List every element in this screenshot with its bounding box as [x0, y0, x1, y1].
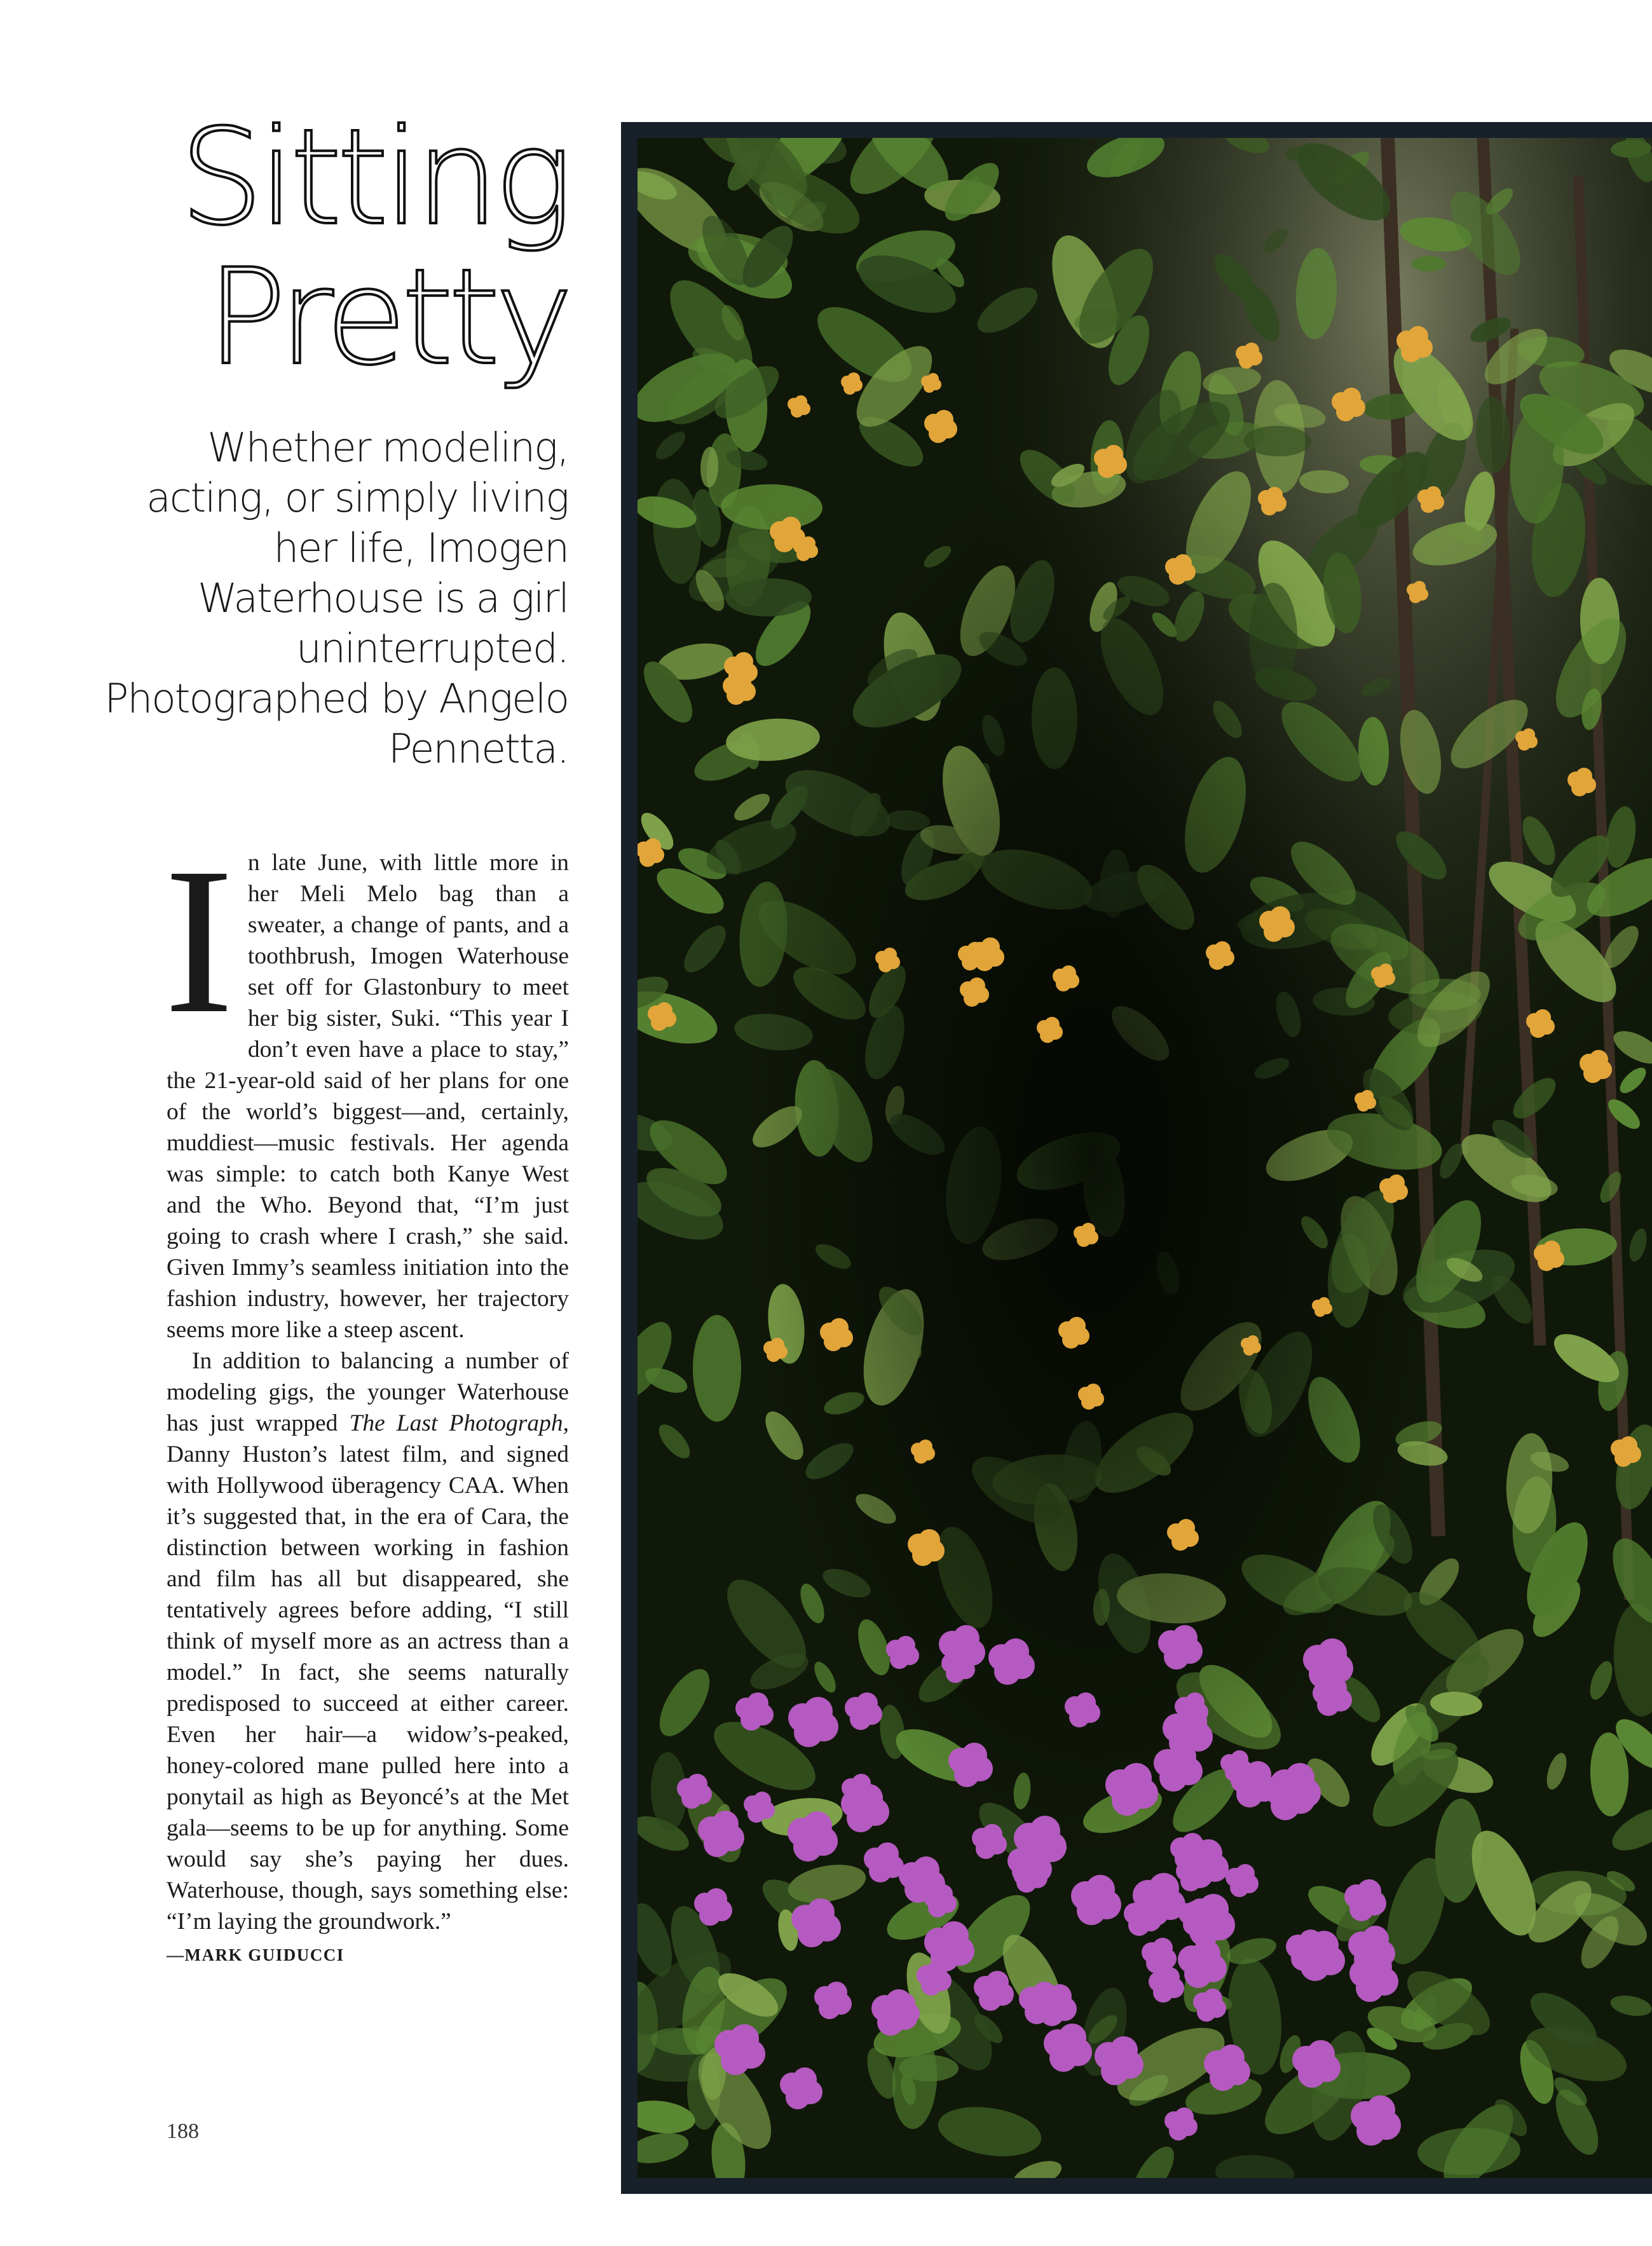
article-deck: Whether modeling, acting, or simply living her life, Imogen Waterhouse is a girl uninterrupted. Photographed by Angelo Pennetta.: [104, 425, 568, 772]
foliage-illustration: [638, 138, 1652, 2178]
paragraph-2-text-b: Danny Huston’s latest film, and signed with Hollywood überagency CAA. When it’s suggested that, in the era of Cara, the distinction between working in fashion and film has all but disappeared, she tentatively agrees before adding, “I still think of myself more as an actress than a model.” In fact, she seems naturally predisposed to succeed at either career. Even her hair—a widow’s-peaked, honey-colored mane pulled here into a ponytail as high as Beyoncé’s at the Met gala—seems to be up for anything. Some would say she’s paying her dues. Waterhouse, though, says something else: “I’m laying the groundwork.”: [167, 1441, 569, 1935]
paragraph-1-text: n late June, with little more in her Meli Melo bag than a sweater, a change of pants, and a toothbrush, Imogen Waterhouse set off for Glastonbury to meet her big sister, Suki. “This year I don’t even have a place to stay,” the 21-year-old said of her plans for one of the world’s biggest—and, certainly, muddiest—music festivals. Her agenda was simple: to catch both Kanye West and the Who. Beyond that, “I’m just going to crash where I crash,” she said. Given Immy’s seamless initiation into the fashion industry, however, her trajectory seems more like a steep ascent.: [167, 850, 569, 1343]
byline: —MARK GUIDUCCI: [167, 1945, 345, 1964]
film-title: The Last Photograph,: [349, 1410, 569, 1436]
drop-cap: I: [164, 825, 234, 1057]
page-number: 188: [167, 2120, 199, 2143]
paragraph-2-text-a: In addition to balancing a number of modeling gigs, the younger Waterhouse has just wrapped: [167, 1348, 569, 1436]
headline-line-2: Pretty: [207, 241, 568, 395]
article-headline: [0, 101, 568, 395]
yellow-flower: [1515, 728, 1538, 751]
shadow-center: [638, 138, 1652, 2178]
paragraph-1: [164, 825, 569, 1345]
article-body: [164, 825, 569, 1971]
paragraph-2: [167, 1345, 569, 1937]
headline-line-1: Sitting: [179, 101, 568, 255]
garden-photograph: [638, 138, 1652, 2178]
